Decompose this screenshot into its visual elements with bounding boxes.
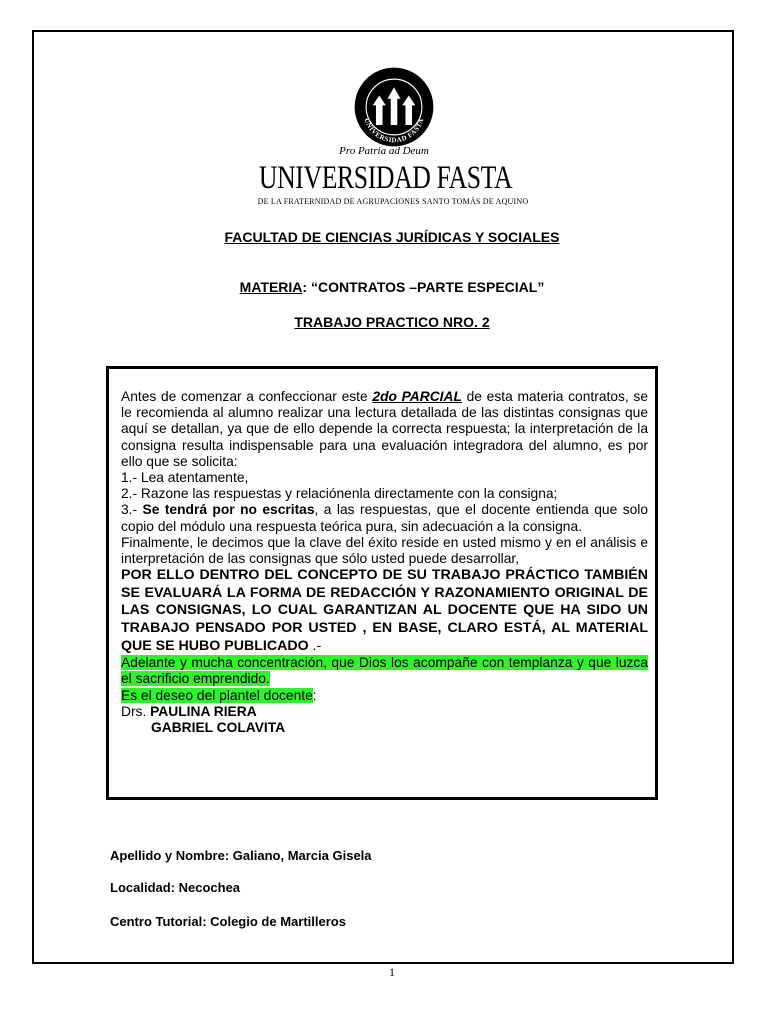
page-number: 1 (389, 965, 395, 979)
item3-bold: Se tendrá por no escritas (142, 502, 315, 518)
signoff-text: Es el deseo del plantel docente (121, 687, 313, 703)
teacher-2: GABRIEL COLAVITA (151, 720, 286, 736)
teacher-line-1 (121, 704, 648, 720)
intro-rest: de esta materia contratos, se le recomienda al alumno realizar una lectura detallada de las distintas consignas que aquí se detallan, ya que de ello depende la correcta respuesta; la interpretación de la consigna resulta indispensable para una evaluación integradora del alumno, es por ello que se solicita: (121, 389, 649, 469)
instructions-box (106, 366, 658, 800)
list-item-1: 1.- Lea atentamente, (121, 470, 249, 486)
teacher-1: PAULINA RIERA (150, 703, 257, 719)
student-locality: Localidad: Necochea (110, 880, 241, 895)
university-name: UNIVERSIDAD FASTA (258, 160, 513, 196)
student-name: Apellido y Nombre: Galiano, Marcia Gisela (110, 848, 372, 863)
assignment-title: TRABAJO PRACTICO NRO. 2 (294, 314, 490, 330)
university-subtitle: DE LA FRATERNIDAD DE AGRUPACIONES SANTO TOMÁS DE AQUINO (257, 197, 529, 206)
parcial-emphasis: 2do PARCIAL (372, 389, 462, 404)
tutorial-center: Centro Tutorial: Colegio de Martilleros (110, 914, 346, 929)
subject-label: MATERIA (239, 279, 303, 295)
wish-paragraph (121, 655, 648, 687)
subject-value: “CONTRATOS –PARTE ESPECIAL” (310, 279, 545, 295)
list-item-2: 2.- Razone las respuestas y relaciónenla directamente con la consigna; (121, 486, 558, 502)
item3-prefix: 3.- (121, 502, 143, 518)
intro-text: Antes de comenzar a confeccionar este (121, 389, 373, 404)
university-seal-icon (353, 66, 435, 148)
motto: Pro Patria ad Deum (339, 145, 429, 157)
drs-prefix: Drs. (121, 703, 151, 719)
faculty-title: FACULTAD DE CIENCIAS JURÍDICAS Y SOCIALES (224, 229, 560, 245)
intro-paragraph (121, 389, 648, 470)
signoff-colon: : (312, 687, 317, 703)
signoff-line (121, 688, 648, 704)
caps-end: .- (308, 637, 322, 654)
instructions-text (121, 389, 648, 736)
wish-text: Adelante y mucha concentración, que Dios los acompañe con templanza y que luzca el sacrificio emprendido. (121, 655, 648, 687)
subject-colon: : (302, 279, 311, 295)
teacher-line-2 (121, 720, 648, 736)
caps-text: POR ELLO DENTRO DEL CONCEPTO DE SU TRABAJO PRÁCTICO TAMBIÉN SE EVALUARÁ LA FORMA DE REDACCIÓN Y RAZONAMIENTO ORIGINAL DE LAS CONSIGNAS, LO CUAL GARANTIZAN AL DOCENTE QUE HA SIDO UN TRABAJO PENSADO POR USTED , EN BASE, CLARO ESTÁ, AL MATERIAL QUE SE HUBO PUBLICADO (121, 567, 648, 654)
closing-paragraph: Finalmente, le decimos que la clave del éxito reside en usted mismo y en el análisis e interpretación de las consignas que sólo usted puede desarrollar, (121, 534, 648, 567)
seal-text: UNIVERSIDAD FASTA (362, 116, 426, 145)
list-item-3 (121, 502, 648, 534)
subject-title (0, 279, 768, 295)
caps-paragraph (121, 567, 648, 655)
item3-rest: , a las respuestas, que el docente entienda que solo copio del módulo una respuesta teórica pura, sin adecuación a la consigna. (121, 502, 648, 534)
